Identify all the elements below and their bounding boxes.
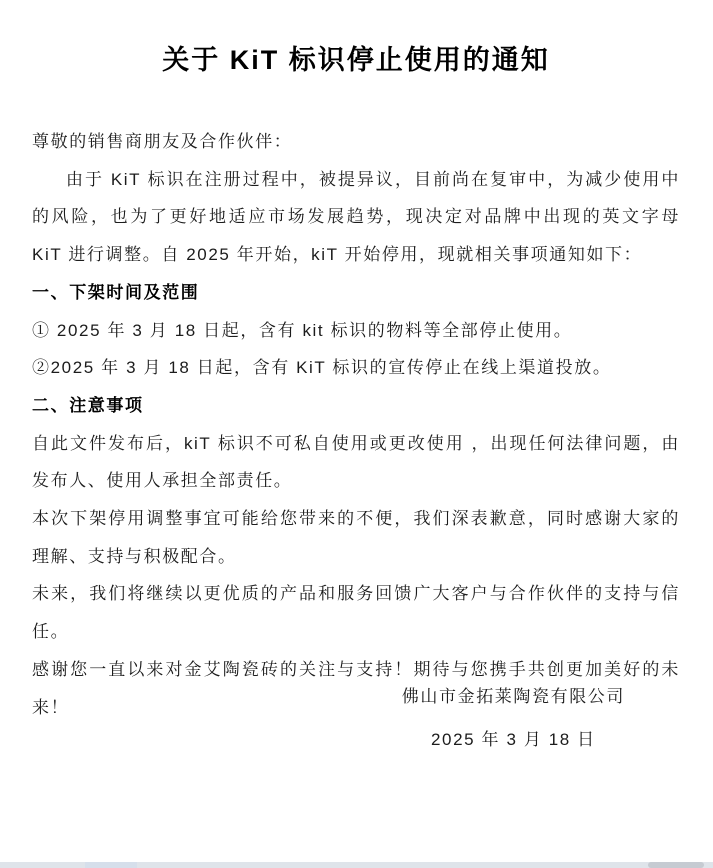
signature-date: 2025 年 3 月 18 日 <box>430 730 596 749</box>
section2-paragraph-2: 本次下架停用调整事宜可能给您带来的不便，我们深表歉意，同时感谢大家的理解、支持与积极配合。 <box>32 509 680 566</box>
signature-block <box>402 682 625 755</box>
intro-paragraph: 由于 KiT 标识在注册过程中，被提异议，目前尚在复审中，为减少使用中的风险，也为了更好地适应市场发展趋势，现决定对品牌中出现的英文字母 KiT 进行调整。自 2025 年开始，kiT 开始停用，现就相关事项通知如下： <box>32 169 680 265</box>
scrollbar-thumb[interactable] <box>648 862 704 868</box>
greeting-line: 尊敬的销售商朋友及合作伙伴： <box>32 132 293 151</box>
section2-paragraph-4: 感谢您一直以来对金艾陶瓷砖的关注与支持！期待与您携手共创更加美好的未来！ <box>32 659 680 717</box>
scrollbar-tint-segment <box>85 862 137 868</box>
document-body <box>32 123 680 726</box>
section1-item-2: ②2025 年 3 月 18 日起，含有 KiT 标识的宣传停止在线上渠道投放。 <box>32 358 612 378</box>
section1-heading: 一、下架时间及范围 <box>32 282 200 302</box>
document-title: 关于 KiT 标识停止使用的通知 <box>162 45 550 75</box>
section2-heading: 二、注意事项 <box>32 395 144 415</box>
section2-paragraph-3: 未来，我们将继续以更优质的产品和服务回馈广大客户与合作伙伴的支持与信任。 <box>32 584 680 642</box>
horizontal-scrollbar[interactable] <box>0 862 713 868</box>
signature-company: 佛山市金拓莱陶瓷有限公司 <box>401 687 625 706</box>
document-content <box>0 42 713 726</box>
section2-paragraph-1: 自此文件发布后，kiT 标识不可私自使用或更改使用 ，出现任何法律问题，由发布人、使用人承担全部责任。 <box>32 433 680 491</box>
section1-item-1: ① 2025 年 3 月 18 日起，含有 kit 标识的物料等全部停止使用。 <box>32 320 573 340</box>
